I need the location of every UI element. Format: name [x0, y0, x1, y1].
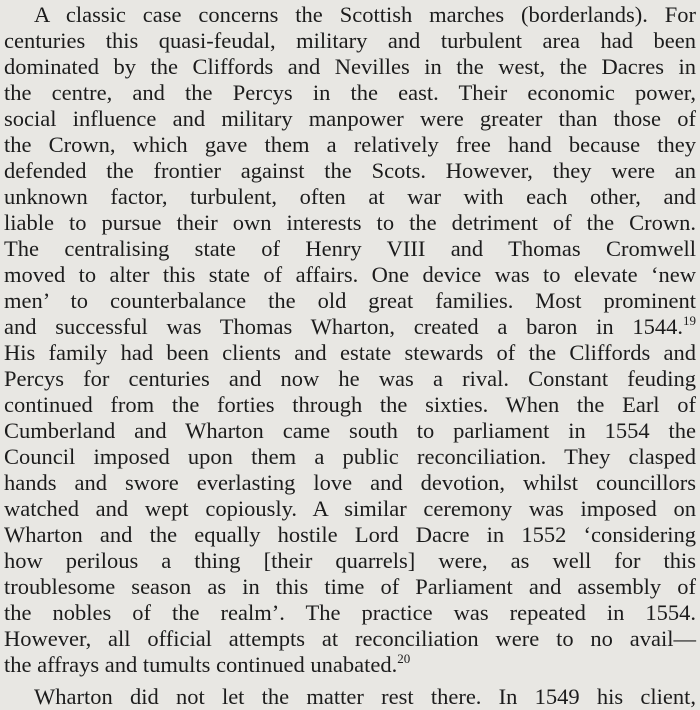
text-line-content: and successful was Thomas Wharton, created a baron in 1544.	[4, 314, 683, 339]
text-line: moved to alter this state of affairs. One device was to elevate ‘new	[4, 262, 696, 287]
text-line: unknown factor, turbulent, often at war with each other, and	[4, 184, 696, 209]
text-line: The centralising state of Henry VIII and Thomas Cromwell	[4, 236, 696, 261]
footnote-marker-20[interactable]: 20	[397, 651, 411, 666]
text-line: how perilous a thing [their quarrels] were, as well for this	[4, 548, 696, 573]
text-line: defended the frontier against the Scots. However, they were an	[4, 158, 696, 183]
text-line: centuries this quasi-feudal, military and turbulent area had been	[4, 28, 696, 53]
footnote-marker-19[interactable]: 19	[683, 313, 696, 328]
text-line: A classic case concerns the Scottish marches (borderlands). For	[34, 2, 696, 27]
text-line: troublesome season as in this time of Parliament and assembly of	[4, 574, 696, 599]
text-line: the nobles of the realm’. The practice was repeated in 1554.	[4, 600, 696, 625]
text-line: Cumberland and Wharton came south to parliament in 1554 the	[4, 418, 696, 443]
text-line: hands and swore everlasting love and devotion, whilst councillors	[4, 470, 696, 495]
text-line: liable to pursue their own interests to the detriment of the Crown.	[4, 210, 696, 235]
text-line: continued from the forties through the sixties. When the Earl of	[4, 392, 696, 417]
text-line: watched and wept copiously. A similar ceremony was imposed on	[4, 496, 696, 521]
text-line: His family had been clients and estate stewards of the Cliffords and	[4, 340, 696, 365]
text-line: However, all official attempts at reconciliation were to no avail—	[4, 626, 696, 651]
text-line: Wharton and the equally hostile Lord Dacre in 1552 ‘considering	[4, 522, 696, 547]
text-line: Percys for centuries and now he was a rival. Constant feuding	[4, 366, 696, 391]
text-line	[4, 652, 696, 678]
text-line: Wharton did not let the matter rest there. In 1549 his client,	[34, 684, 696, 709]
text-line: the centre, and the Percys in the east. Their economic power,	[4, 80, 696, 105]
text-line: Council imposed upon them a public reconciliation. They clasped	[4, 444, 696, 469]
text-line-content: the affrays and tumults continued unabated.	[4, 652, 398, 677]
text-line: social influence and military manpower were greater than those of	[4, 106, 696, 131]
text-line: dominated by the Cliffords and Nevilles in the west, the Dacres in	[4, 54, 696, 79]
text-line: men’ to counterbalance the old great families. Most prominent	[4, 288, 696, 313]
text-line: the Crown, which gave them a relatively free hand because they	[4, 132, 696, 157]
text-line	[4, 314, 696, 340]
